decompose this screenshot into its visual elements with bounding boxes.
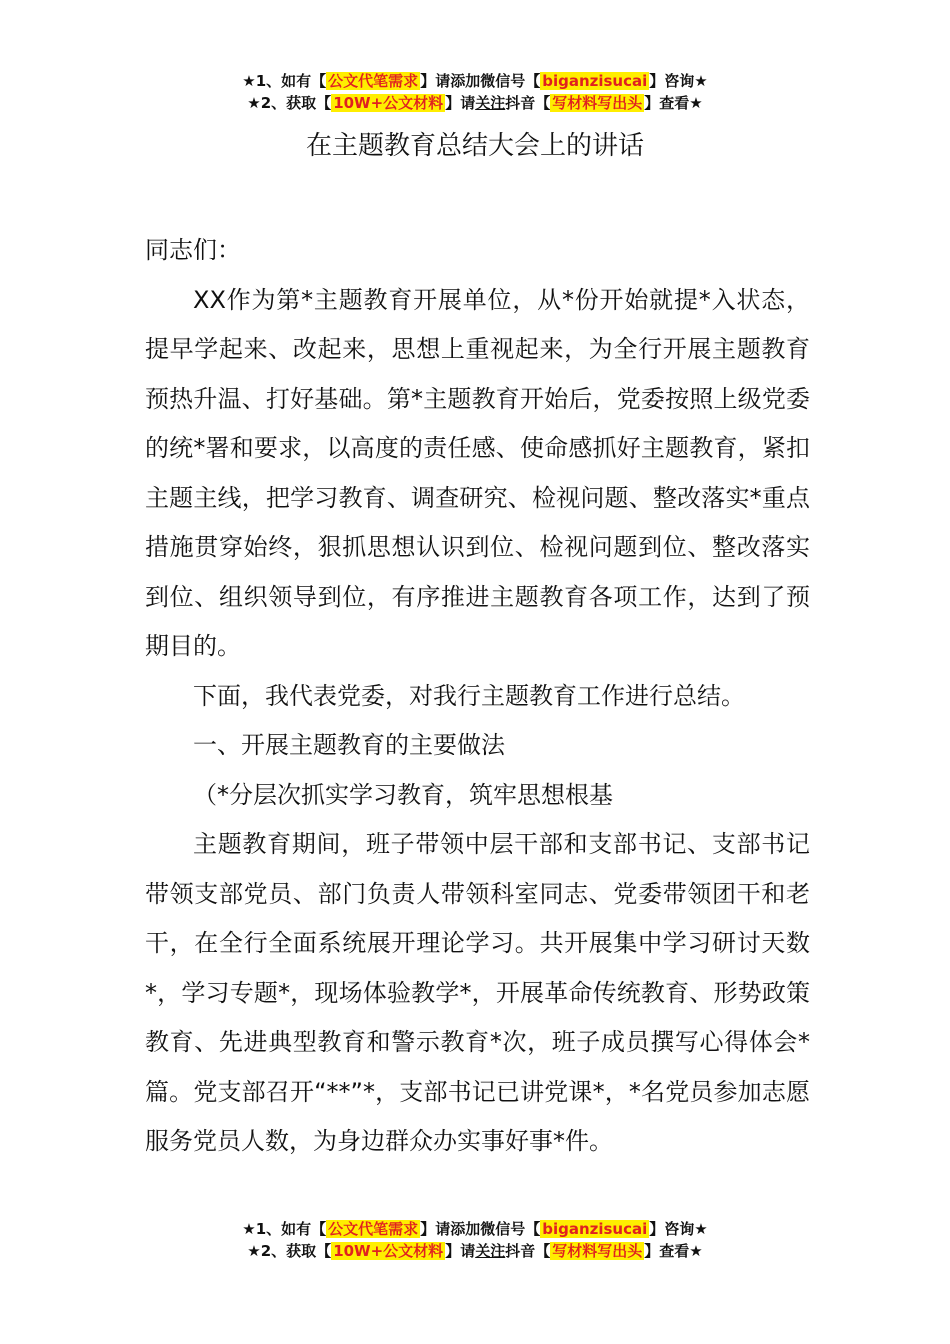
banner-text: 】请 (445, 1242, 476, 1260)
salutation: 同志们： (145, 236, 241, 264)
section-heading: 一、开展主题教育的主要做法 (193, 731, 505, 759)
banner-underline: 关注 (475, 94, 506, 112)
top-banner (0, 70, 950, 114)
banner-line-2 (0, 1240, 950, 1262)
body-paragraph: XX作为第*主题教育开展单位，从*份开始就提*入状态，提早学起来、改起来，思想上重视起来，为全行开展主题教育预热升温、打好基础。第*主题教育开始后，党委按照上级党委的统*署和要求，以高度的责任感、使命感抓好主题教育，紧扣主题主线，把学习教育、调查研究、检视问题、整改落实*重点措施贯穿始终，狠抓思想认识到位、检视问题到位、整改落实到位、组织领导到位，有序推进主题教育各项工作，达到了预期目的。 (145, 285, 810, 660)
banner-highlight: 写材料写出头 (552, 94, 643, 112)
document-body (145, 226, 810, 1167)
banner-highlight: 10W+公文材料 (333, 1242, 444, 1260)
bottom-banner (0, 1218, 950, 1262)
banner-text: ★2、获取【 (247, 1242, 332, 1260)
banner-text: ★1、如有【 (242, 72, 327, 90)
subsection-heading: （*分层次抓实学习教育，筑牢思想根基 (193, 780, 613, 809)
banner-text: 】查看★ (644, 1242, 703, 1260)
document-title: 在主题教育总结大会上的讲话 (305, 131, 644, 161)
banner-highlight: 10W+公文材料 (333, 94, 444, 112)
banner-text: 】咨询★ (649, 1220, 708, 1238)
banner-underline: 关注 (475, 1242, 506, 1260)
banner-text: ★1、如有【 (242, 1220, 327, 1238)
banner-line-1 (0, 1218, 950, 1240)
banner-text: 抖音【 (505, 94, 551, 112)
banner-text: 抖音【 (505, 1242, 551, 1260)
banner-highlight: 写材料写出头 (552, 1242, 643, 1260)
banner-highlight: 公文代笔需求 (328, 72, 419, 90)
banner-text: 】请添加微信号【 (420, 1220, 541, 1238)
banner-line-1 (0, 70, 950, 92)
body-paragraph: 下面，我代表党委，对我行主题教育工作进行总结。 (193, 681, 745, 710)
banner-highlight: biganzisucai (542, 72, 648, 90)
banner-text: 】请添加微信号【 (420, 72, 541, 90)
banner-line-2 (0, 92, 950, 114)
banner-text: 】咨询★ (649, 72, 708, 90)
banner-text: ★2、获取【 (247, 94, 332, 112)
banner-highlight: 公文代笔需求 (328, 1220, 419, 1238)
body-paragraph: 主题教育期间，班子带领中层干部和支部书记、支部书记带领支部党员、部门负责人带领科室同志、党委带领团干和老干，在全行全面系统展开理论学习。共开展集中学习研讨天数*，学习专题*，现场体验教学*，开展革命传统教育、形势政策教育、先进典型教育和警示教育*次，班子成员撰写心得体会*篇。党支部召开“**”*，支部书记已讲党课*，*名党员参加志愿服务党员人数，为身边群众办实事好事*件。 (145, 830, 810, 1155)
banner-highlight: biganzisucai (542, 1220, 648, 1238)
banner-text: 】请 (445, 94, 476, 112)
banner-text: 】查看★ (644, 94, 703, 112)
